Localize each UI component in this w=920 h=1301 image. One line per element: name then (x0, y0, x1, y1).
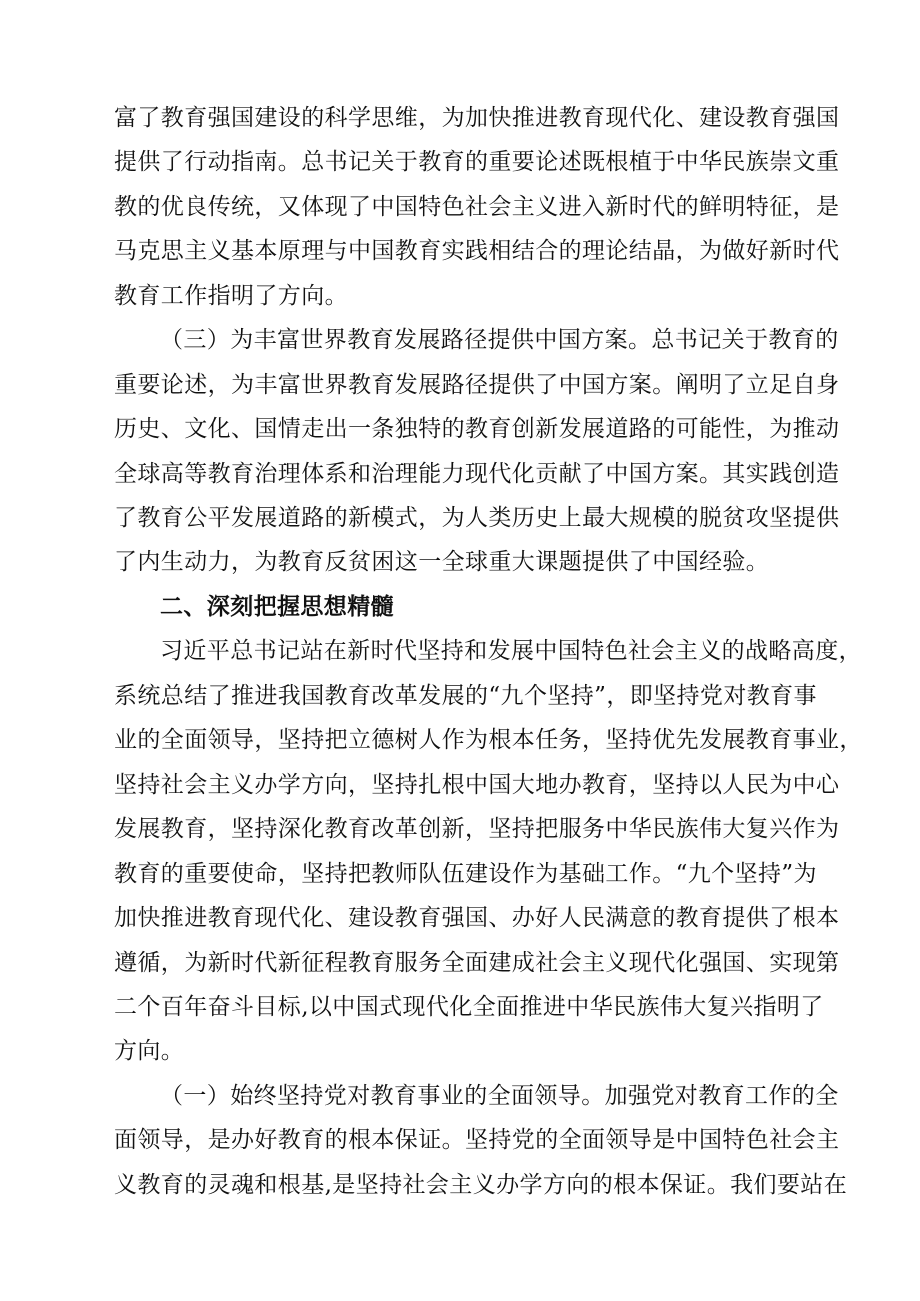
text-line: （一）始终坚持党对教育事业的全面领导。加强党对教育工作的全 (160, 1083, 839, 1109)
text-line: 全球高等教育治理体系和治理能力现代化贡献了中国方案。其实践创造 (114, 461, 840, 487)
text-line: 遵循，为新时代新征程教育服务全面建成社会主义现代化强国、实现第 (114, 950, 840, 976)
text-line: 面领导，是办好教育的根本保证。坚持党的全面领导是中国特色社会主 (114, 1127, 840, 1153)
section-heading: 二、深刻把握思想精髓 (160, 594, 394, 620)
text-line: 教育的重要使命，坚持把教师队伍建设作为基础工作。“九个坚持”为 (114, 861, 817, 887)
text-line: 义教育的灵魂和根基,是坚持社会主义办学方向的根本保证。我们要站在 (114, 1172, 848, 1198)
text-line: 富了教育强国建设的科学思维，为加快推进教育现代化、建设教育强国 (114, 105, 840, 131)
text-line: 历史、文化、国情走出一条独特的教育创新发展道路的可能性，为推动 (114, 416, 840, 442)
text-line: 二个百年奋斗目标,以中国式现代化全面推进中华民族伟大复兴指明了 (114, 994, 824, 1020)
text-line: 重要论述，为丰富世界教育发展路径提供了中国方案。阐明了立足自身 (114, 372, 840, 398)
text-line: （三）为丰富世界教育发展路径提供中国方案。总书记关于教育的 (160, 327, 839, 353)
text-line: 加快推进教育现代化、建设教育强国、办好人民满意的教育提供了根本 (114, 905, 840, 931)
text-line: 了教育公平发展道路的新模式，为人类历史上最大规模的脱贫攻坚提供 (114, 505, 840, 531)
text-line: 坚持社会主义办学方向，坚持扎根中国大地办教育，坚持以人民为中心 (114, 772, 840, 798)
text-line: 教的优良传统，又体现了中国特色社会主义进入新时代的鲜明特征，是 (114, 194, 840, 220)
text-line: 马克思主义基本原理与中国教育实践相结合的理论结晶，为做好新时代 (114, 238, 840, 264)
text-line: 系统总结了推进我国教育改革发展的“九个坚持”，即坚持党对教育事 (114, 683, 817, 709)
text-line: 方向。 (114, 1038, 185, 1064)
text-line: 教育工作指明了方向。 (114, 283, 348, 309)
text-line: 习近平总书记站在新时代坚持和发展中国特色社会主义的战略高度， (160, 638, 862, 664)
text-line: 发展教育，坚持深化教育改革创新，坚持把服务中华民族伟大复兴作为 (114, 816, 840, 842)
text-line: 了内生动力，为教育反贫困这一全球重大课题提供了中国经验。 (114, 549, 770, 575)
text-line: 提供了行动指南。总书记关于教育的重要论述既根植于中华民族崇文重 (114, 149, 840, 175)
text-line: 业的全面领导，坚持把立德树人作为根本任务，坚持优先发展教育事业， (114, 727, 863, 753)
